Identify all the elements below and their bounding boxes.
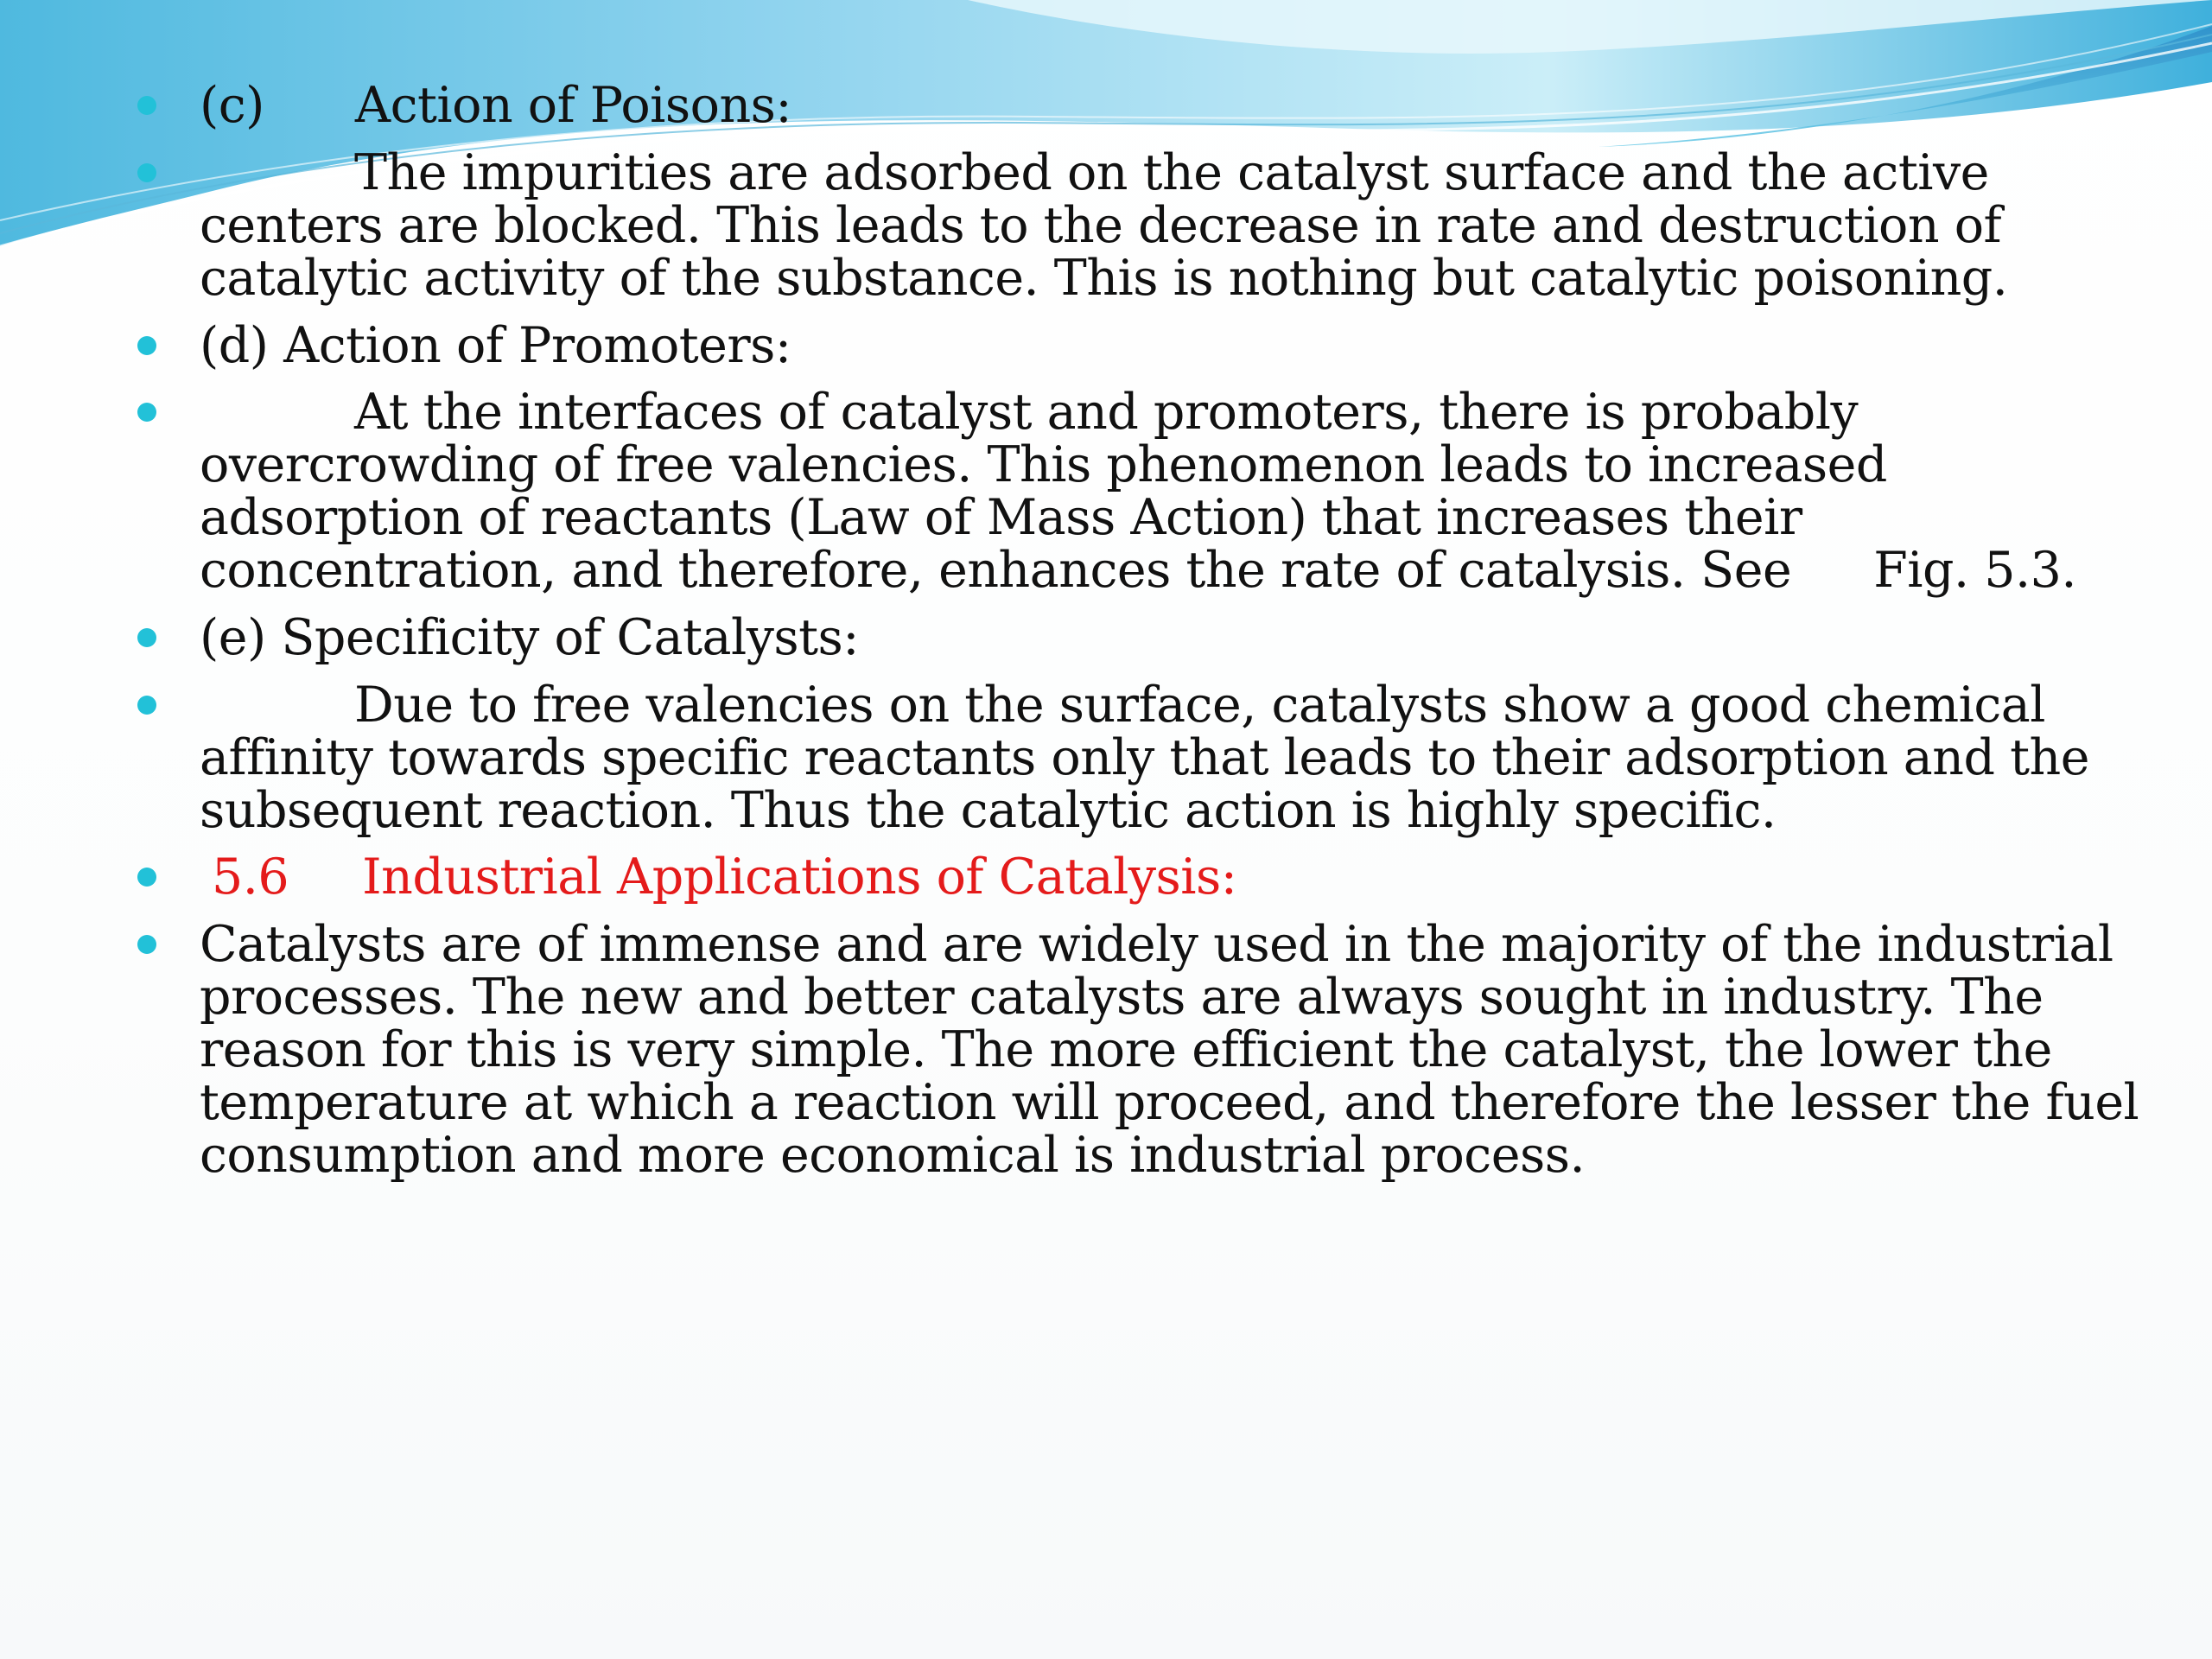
applications-text-line: temperature at which a reaction will proceed, and therefore the lesser the fuel	[200, 1074, 2139, 1131]
item-d-heading: (d) Action of Promoters:	[200, 317, 791, 374]
item-c-text-line: catalytic activity of the substance. This is nothing but catalytic poisoning.	[200, 250, 2008, 307]
item-e-text-line: affinity towards specific reactants only that leads to their adsorption and the	[200, 729, 2089, 786]
applications-text-line: reason for this is very simple. The more efficient the catalyst, the lower the	[200, 1021, 2052, 1078]
section-heading	[212, 851, 1236, 904]
bullet-dot-icon	[137, 935, 156, 954]
item-c-heading: (c) Action of Poisons:	[200, 77, 792, 134]
applications-text-line: Catalysts are of immense and are widely used in the majority of the industrial	[200, 916, 2113, 973]
fig-reference: Fig. 5.3.	[1873, 542, 2076, 599]
bullet-dot-icon	[137, 163, 156, 182]
applications-text-line: consumption and more economical is industrial process.	[200, 1127, 1586, 1184]
item-d-text-line: concentration, and therefore, enhances the rate of catalysis. See Fig. 5.3.	[200, 542, 2076, 599]
bullet-dot-icon	[137, 96, 156, 115]
item-e-text-line: Due to free valencies on the surface, catalysts show a good chemical	[354, 677, 2045, 734]
item-d-text-line: adsorption of reactants (Law of Mass Action) that increases their	[200, 489, 1802, 546]
section-number: 5.6	[212, 849, 289, 906]
item-e-heading: (e) Specificity of Catalysts:	[200, 609, 860, 666]
item-e-text-line: subsequent reaction. Thus the catalytic action is highly specific.	[200, 782, 1777, 839]
bullet-dot-icon	[137, 868, 156, 887]
section-title: Industrial Applications of Catalysis:	[362, 849, 1237, 906]
bullet-dot-icon	[137, 696, 156, 715]
bullet-dot-icon	[137, 403, 156, 422]
bullet-dot-icon	[137, 336, 156, 355]
applications-text-line: processes. The new and better catalysts are always sought in industry. The	[200, 969, 2044, 1026]
item-d-text-line: overcrowding of free valencies. This phenomenon leads to increased	[200, 436, 1887, 493]
item-c-text-line: centers are blocked. This leads to the decrease in rate and destruction of	[200, 197, 2002, 254]
bullet-dot-icon	[137, 628, 156, 647]
item-c-text-line: The impurities are adsorbed on the catalyst surface and the active	[354, 144, 1989, 201]
item-d-text-line: At the interfaces of catalyst and promoters, there is probably	[354, 384, 1859, 441]
